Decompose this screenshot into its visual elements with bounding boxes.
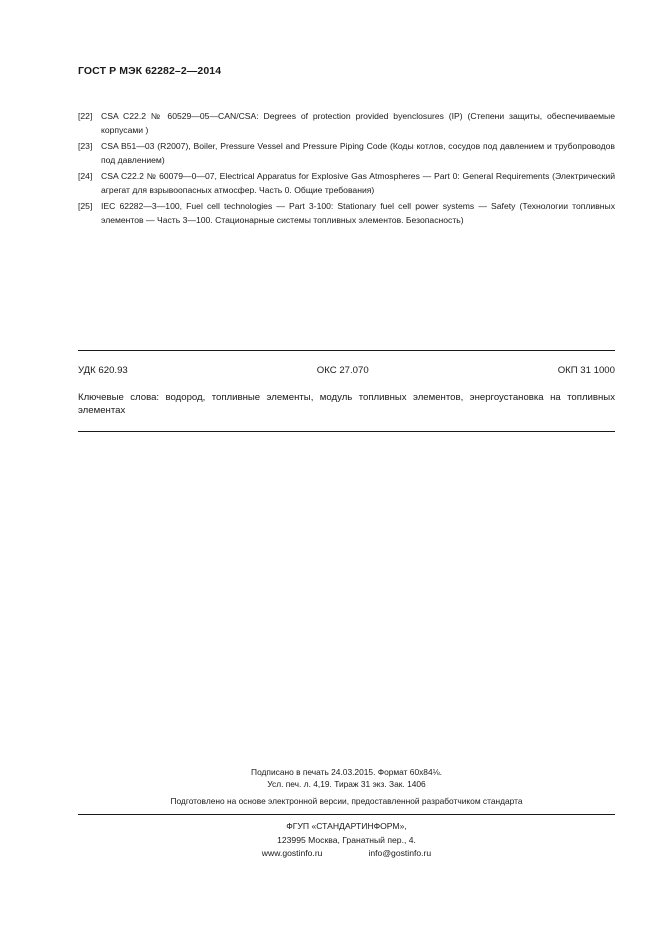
publisher-contacts [78,847,615,861]
publisher-address: 123995 Москва, Гранатный пер., 4. [277,834,416,845]
signed-for-print-line: Подписано в печать 24.03.2015. Формат 60x84⅛. [251,767,442,777]
bibliography-list [78,109,615,229]
divider-top [78,350,615,351]
page-header-standard-code: ГОСТ Р МЭК 62282–2—2014 [78,65,222,77]
print-volume-line: Усл. печ. л. 4,19. Тираж 31 экз. Зак. 1406 [267,778,426,789]
reference-text: IEC 62282—3—100, Fuel cell technologies — Part 3-100: Stationary fuel cell power systems — Safety (Технологии топливных элементов — Часть 3—100. Стационарные системы топливных элементов. Безопасность) [101,201,615,225]
keywords-text: Ключевые слова: водород, топливные элементы, модуль топливных элементов, энергоустановка на топливных элементах [78,392,615,416]
reference-text: CSA B51—03 (R2007), Boiler, Pressure Vessel and Pressure Piping Code (Коды котлов, сосудов под давлением и трубопроводов под давлением) [101,141,615,165]
publisher-email-link[interactable]: info@gostinfo.ru [368,848,432,858]
publisher-block [78,820,615,861]
classification-codes [78,365,615,376]
okp-code: ОКП 31 1000 [557,365,615,376]
publisher-website-link[interactable]: www.gostinfo.ru [261,848,323,858]
divider-imprint [78,814,615,815]
reference-number: [23] [78,141,93,151]
reference-item [78,199,615,227]
reference-text: CSA C22.2 № 60529—05—CAN/CSA: Degrees of protection provided byenclosures (IP) (Степени защиты, обеспечиваемые корпусами ) [101,111,615,135]
divider-bottom [78,431,615,432]
publisher-name: ФГУП «СТАНДАРТИНФОРМ», [286,821,407,831]
reference-number: [24] [78,171,93,181]
print-imprint [78,767,615,790]
prepared-note: Подготовлено на основе электронной версии, предоставленной разработчиком стандарта [170,796,523,806]
reference-text: CSA C22.2 № 60079—0—07, Electrical Apparatus for Explosive Gas Atmospheres — Part 0: General Requirements (Электрический агрегат для взрывоопасных атмосфер. Часть 0. Общие требования) [101,171,615,195]
reference-item [78,109,615,137]
reference-number: [22] [78,111,93,121]
reference-number: [25] [78,201,93,211]
reference-item [78,169,615,197]
udk-code: УДК 620.93 [78,365,128,376]
reference-item [78,139,615,167]
oks-code: ОКС 27.070 [316,365,369,376]
